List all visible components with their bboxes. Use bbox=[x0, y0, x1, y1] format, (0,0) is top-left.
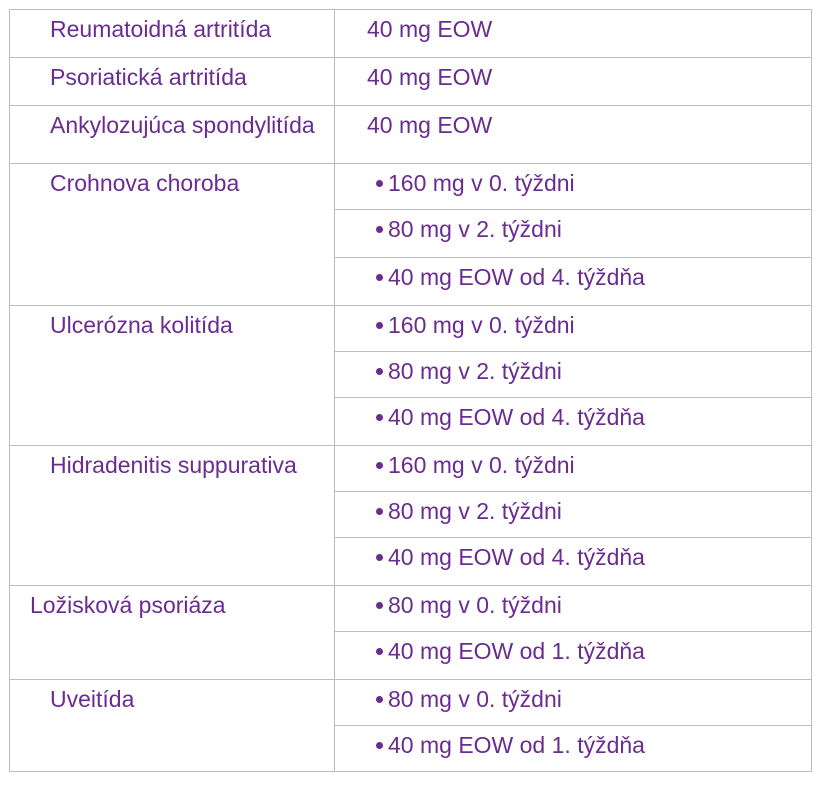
bullet-icon bbox=[376, 554, 383, 561]
bullet-icon bbox=[376, 274, 383, 281]
table-row bbox=[10, 306, 812, 352]
bullet-icon bbox=[376, 226, 383, 233]
dose-cell bbox=[335, 726, 812, 772]
table-row bbox=[10, 164, 812, 210]
bullet-icon bbox=[376, 180, 383, 187]
dose-text: 40 mg EOW od 4. týždňa bbox=[388, 404, 645, 430]
dose-text: 40 mg EOW od 1. týždňa bbox=[388, 638, 645, 664]
indication-label: Ulcerózna kolitída bbox=[50, 312, 233, 338]
dose-text: 40 mg EOW bbox=[367, 16, 493, 42]
dose-cell bbox=[335, 164, 812, 210]
indication-label: Psoriatická artritída bbox=[50, 64, 247, 90]
indication-cell bbox=[10, 58, 335, 106]
dose-text: 80 mg v 2. týždni bbox=[388, 216, 562, 242]
dose-text: 40 mg EOW bbox=[367, 64, 493, 90]
indication-cell bbox=[10, 446, 335, 586]
table-row bbox=[10, 680, 812, 726]
dose-cell bbox=[335, 398, 812, 446]
bullet-icon bbox=[376, 696, 383, 703]
bullet-icon bbox=[376, 742, 383, 749]
indication-label: Uveitída bbox=[50, 686, 135, 712]
dose-cell bbox=[335, 538, 812, 586]
dose-text: 80 mg v 2. týždni bbox=[388, 498, 562, 524]
dose-cell bbox=[335, 210, 812, 258]
bullet-icon bbox=[376, 414, 383, 421]
table-row bbox=[10, 586, 812, 632]
dose-text: 40 mg EOW od 4. týždňa bbox=[388, 544, 645, 570]
dose-text: 80 mg v 0. týždni bbox=[388, 686, 562, 712]
dose-cell bbox=[335, 680, 812, 726]
dose-text: 40 mg EOW bbox=[367, 112, 493, 138]
indication-label: Crohnova choroba bbox=[50, 170, 240, 196]
dose-cell bbox=[335, 106, 812, 164]
dose-cell bbox=[335, 632, 812, 680]
indication-cell bbox=[10, 586, 335, 680]
dose-text: 40 mg EOW od 4. týždňa bbox=[388, 264, 645, 290]
indication-label: Hidradenitis suppurativa bbox=[50, 452, 297, 478]
indication-cell bbox=[10, 306, 335, 446]
dose-cell bbox=[335, 58, 812, 106]
indication-label: Ložisková psoriáza bbox=[30, 592, 226, 618]
dose-cell bbox=[335, 306, 812, 352]
indication-label: Reumatoidná artritída bbox=[50, 16, 272, 42]
dose-cell bbox=[335, 492, 812, 538]
table-row bbox=[10, 58, 812, 106]
table-row bbox=[10, 10, 812, 58]
bullet-icon bbox=[376, 462, 383, 469]
dose-text: 80 mg v 2. týždni bbox=[388, 358, 562, 384]
dose-cell bbox=[335, 258, 812, 306]
dose-text: 160 mg v 0. týždni bbox=[388, 170, 575, 196]
dose-text: 160 mg v 0. týždni bbox=[388, 452, 575, 478]
indication-cell bbox=[10, 164, 335, 306]
dosing-table-wrapper bbox=[9, 9, 811, 776]
dose-cell bbox=[335, 352, 812, 398]
bullet-icon bbox=[376, 508, 383, 515]
indication-cell bbox=[10, 680, 335, 772]
dosing-table bbox=[9, 9, 812, 772]
table-row bbox=[10, 446, 812, 492]
dose-cell bbox=[335, 586, 812, 632]
dose-text: 40 mg EOW od 1. týždňa bbox=[388, 732, 645, 758]
dose-text: 160 mg v 0. týždni bbox=[388, 312, 575, 338]
bullet-icon bbox=[376, 648, 383, 655]
table-row bbox=[10, 106, 812, 164]
bullet-icon bbox=[376, 322, 383, 329]
dose-cell bbox=[335, 10, 812, 58]
bullet-icon bbox=[376, 368, 383, 375]
bullet-icon bbox=[376, 602, 383, 609]
indication-cell bbox=[10, 10, 335, 58]
indication-label: Ankylozujúca spondylitída bbox=[50, 112, 315, 138]
dose-cell bbox=[335, 446, 812, 492]
indication-cell bbox=[10, 106, 335, 164]
dose-text: 80 mg v 0. týždni bbox=[388, 592, 562, 618]
